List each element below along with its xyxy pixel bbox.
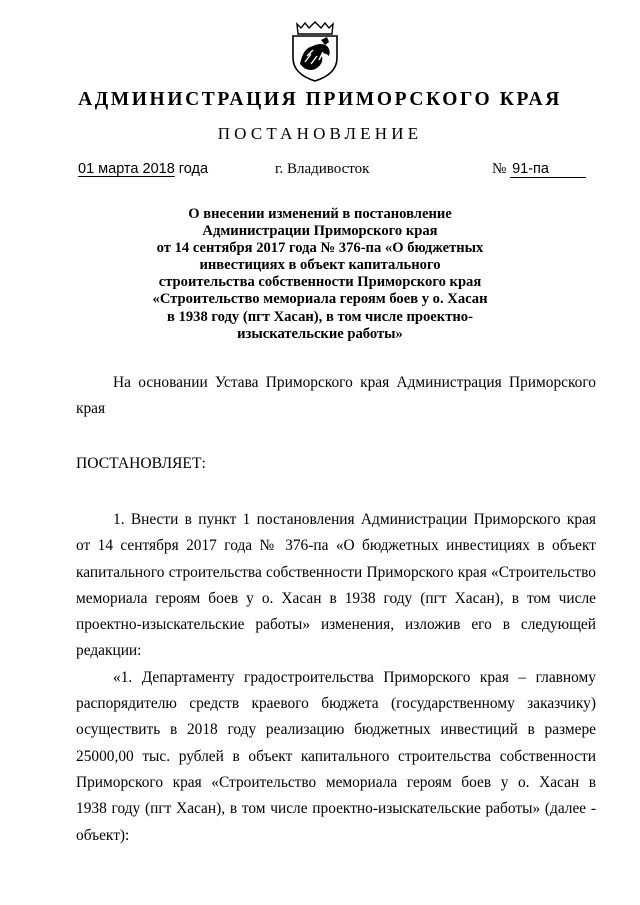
body-line: распорядителю средств краевого бюджета (государственному заказчику) <box>76 695 596 713</box>
date-value: 01 марта 2018 <box>78 161 175 177</box>
body-line: осуществить в 2018 году реализацию бюджетных инвестиций в размере <box>76 721 596 739</box>
title-line: инвестициях в объект капитального <box>199 257 441 274</box>
document-number <box>492 161 586 178</box>
basis-paragraph <box>76 370 596 423</box>
body-line: мемориала героям боев у о. Хасан в 1938 году (пгт Хасан), в том числе <box>76 589 596 607</box>
date-suffix: года <box>178 161 209 177</box>
coat-of-arms-icon <box>287 18 343 84</box>
document-meta <box>0 161 640 181</box>
number-label: № <box>492 161 507 177</box>
body-line: капитального строительства собственности Приморского края «Строительство <box>76 563 596 581</box>
body-line: 1. Внести в пункт 1 постановления Администрации Приморского края <box>113 511 596 528</box>
title-line: О внесении изменений в постановление <box>188 206 452 222</box>
body-line: Приморского края «Строительство мемориала героям боев у о. Хасан в <box>76 773 596 791</box>
body-line: На основании Устава Приморского края Администрация Приморского <box>113 374 596 391</box>
document-city: г. Владивосток <box>275 161 370 177</box>
body-line: 25000,00 тыс. рублей в объект капитального строительства собственности <box>76 747 596 765</box>
decree-word <box>76 451 596 477</box>
document-date <box>78 161 208 177</box>
body-line: редакции: <box>76 642 142 660</box>
title-line: Администрации Приморского края <box>202 223 438 240</box>
body-line: края <box>76 400 106 418</box>
body-line: проектно-изыскательские работы» изменения, изложив его в следующей <box>76 616 596 634</box>
organization-name: АДМИНИСТРАЦИЯ ПРИМОРСКОГО КРАЯ <box>78 89 562 110</box>
document-type: ПОСТАНОВЛЕНИЕ <box>217 124 423 143</box>
resolution-text <box>76 507 596 849</box>
title-line: строительства собственности Приморского края <box>158 274 482 291</box>
body-line: объект): <box>76 826 130 844</box>
title-line: в 1938 году (пгт Хасан), в том числе проектно- <box>167 308 473 325</box>
title-line: «Строительство мемориала героям боев у о. Хасан <box>152 291 488 308</box>
title-line: от 14 сентября 2017 года № 376-па «О бюджетных <box>156 240 484 257</box>
body-line: 1938 году (пгт Хасан), в том числе проектно-изыскательские работы» (далее - <box>76 800 596 818</box>
body-line: ПОСТАНОВЛЯЕТ: <box>76 455 206 472</box>
body-line: от 14 сентября 2017 года № 376-па «О бюджетных инвестициях в объект <box>76 537 596 555</box>
document-title <box>110 206 530 343</box>
body-line: «1. Департаменту градостроительства Приморского края – главному <box>113 668 596 686</box>
title-line: изыскательские работы» <box>237 325 403 342</box>
number-value: 91-па <box>510 161 586 178</box>
